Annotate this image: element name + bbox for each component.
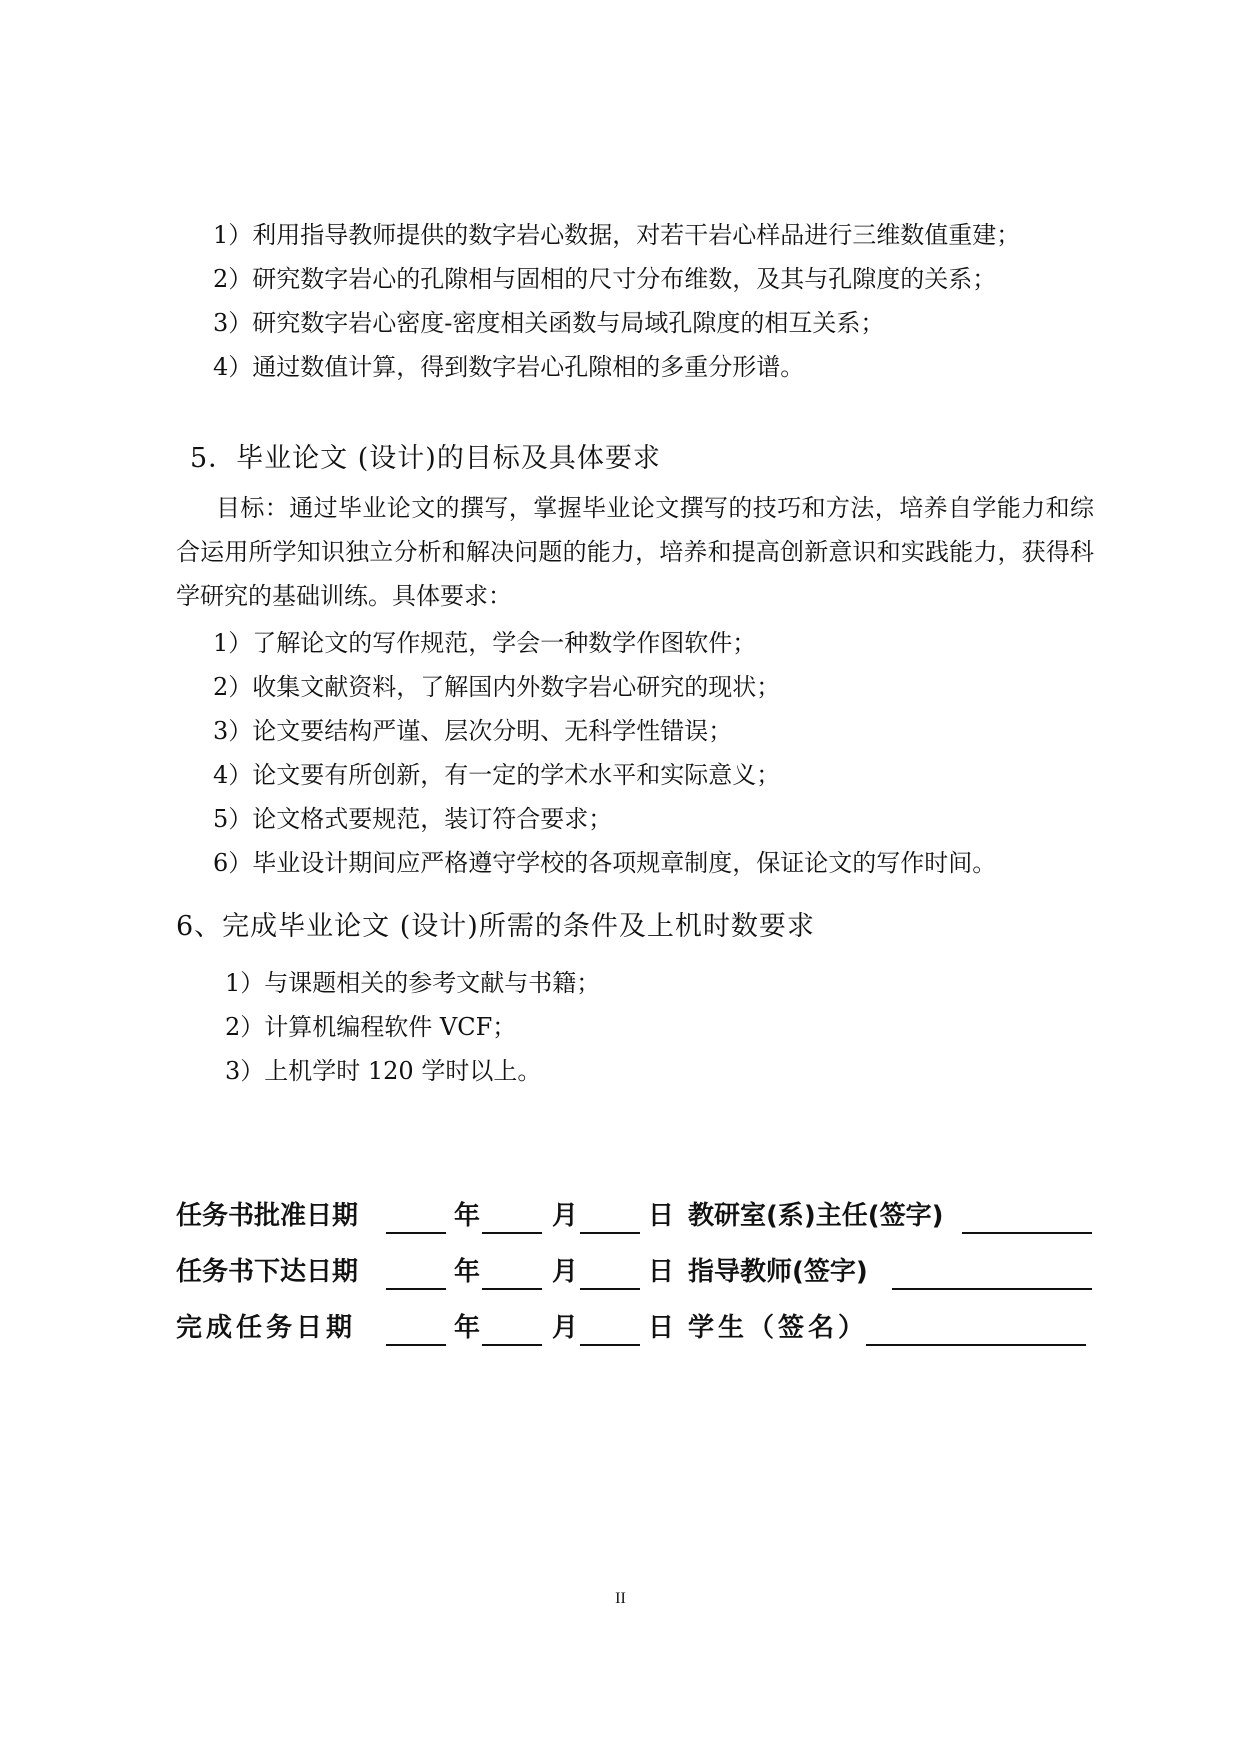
year-label: 年 (454, 1257, 481, 1287)
signature-row-issue (176, 1254, 1096, 1294)
requirement-item-4: 4）论文要有所创新，有一定的学术水平和实际意义； (213, 761, 781, 789)
year-blank (386, 1232, 446, 1234)
research-item-1: 1）利用指导教师提供的数字岩心数据，对若干岩心样品进行三维数值重建； (213, 221, 1021, 249)
research-item-4: 4）通过数值计算，得到数字岩心孔隙相的多重分形谱。 (213, 353, 805, 381)
student-signature-label: 学生（签名） (688, 1313, 869, 1343)
year-blank (386, 1288, 446, 1290)
year-blank (386, 1344, 446, 1346)
page-number: II (615, 1590, 626, 1607)
student-signature-blank (866, 1344, 1086, 1346)
month-label: 月 (552, 1313, 583, 1343)
year-label: 年 (454, 1201, 481, 1231)
section6-heading: 6、完成毕业论文 (设计)所需的条件及上机时数要求 (176, 911, 815, 942)
day-blank (580, 1344, 640, 1346)
condition-item-2: 2）计算机编程软件 VCF； (225, 1013, 517, 1041)
director-signature-blank (962, 1232, 1092, 1234)
month-blank (482, 1232, 542, 1234)
day-blank (580, 1288, 640, 1290)
condition-item-3: 3）上机学时 120 学时以上。 (225, 1057, 542, 1085)
issue-date-label: 任务书下达日期 (176, 1257, 359, 1287)
month-blank (482, 1344, 542, 1346)
section5-goal-paragraph: 目标：通过毕业论文的撰写，掌握毕业论文撰写的技巧和方法，培养自学能力和综合运用所学知识独立分析和解决问题的能力，培养和提高创新意识和实践能力，获得科学研究的基础训练。具体要求： (176, 494, 1094, 610)
day-label: 日 (648, 1313, 679, 1343)
advisor-signature-label: 指导教师(签字) (688, 1257, 868, 1287)
requirement-item-1: 1）了解论文的写作规范，学会一种数学作图软件； (213, 629, 757, 657)
day-blank (580, 1232, 640, 1234)
year-label: 年 (454, 1313, 485, 1343)
research-item-3: 3）研究数字岩心密度-密度相关函数与局域孔隙度的相互关系； (213, 309, 885, 337)
requirement-item-2: 2）收集文献资料，了解国内外数字岩心研究的现状； (213, 673, 781, 701)
approval-date-label: 任务书批准日期 (176, 1201, 359, 1231)
month-label: 月 (552, 1257, 579, 1287)
requirement-item-3: 3）论文要结构严谨、层次分明、无科学性错误； (213, 717, 733, 745)
advisor-signature-blank (892, 1288, 1092, 1290)
month-label: 月 (552, 1201, 579, 1231)
requirement-item-5: 5）论文格式要规范，装订符合要求； (213, 805, 613, 833)
director-signature-label: 教研室(系)主任(签字) (688, 1201, 944, 1231)
signature-row-approval (176, 1198, 1096, 1238)
completion-date-label: 完成任务日期 (176, 1313, 357, 1343)
research-item-2: 2）研究数字岩心的孔隙相与固相的尺寸分布维数，及其与孔隙度的关系； (213, 265, 997, 293)
requirement-item-6: 6）毕业设计期间应严格遵守学校的各项规章制度，保证论文的写作时间。 (213, 849, 997, 877)
day-label: 日 (648, 1201, 675, 1231)
day-label: 日 (648, 1257, 675, 1287)
condition-item-1: 1）与课题相关的参考文献与书籍； (225, 969, 601, 997)
signature-row-completion (176, 1310, 1096, 1350)
section5-heading: 5．毕业论文 (设计)的目标及具体要求 (190, 443, 661, 474)
month-blank (482, 1288, 542, 1290)
